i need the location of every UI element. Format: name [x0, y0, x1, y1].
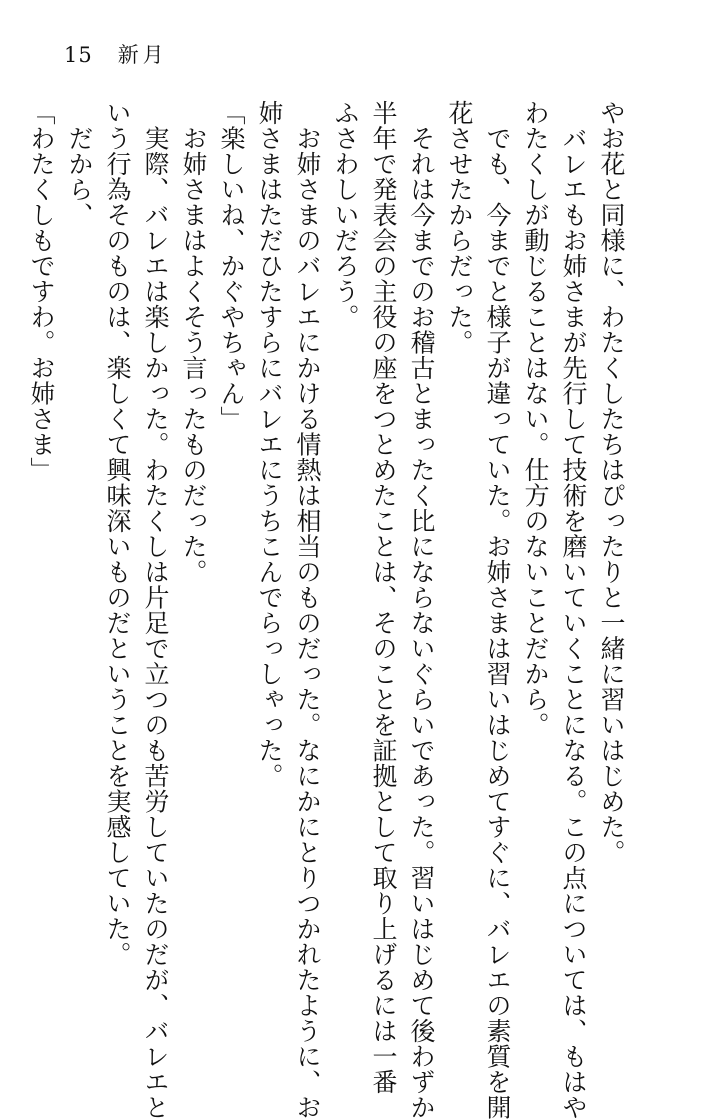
text-line: でも、今までと様子が違っていた。お姉さまは習いはじめてすぐに、バレエの素質を開: [483, 100, 512, 1120]
vertical-text-body: [22, 100, 630, 1120]
text-line: 花させたからだった。: [445, 100, 474, 355]
text-line: 実際、バレエは楽しかった。わたくしは片足で立つのも苦労していたのだが、バレエと: [141, 100, 170, 1120]
text-line: 半年で発表会の主役の座をつとめたことは、そのことを証拠として取り上げるには一番: [369, 100, 398, 1095]
text-line: 「楽しいね、かぐやちゃん」: [217, 100, 246, 432]
page-number: 15: [64, 43, 93, 67]
text-line: お姉さまのバレエにかける情熱は相当のものだった。なにかにとりつかれたように、お: [293, 100, 322, 1120]
text-line: バレエもお姉さまが先行して技術を磨いていくことになる。この点については、もはや: [559, 100, 588, 1120]
text-line: ふさわしいだろう。: [331, 100, 360, 330]
text-line: お姉さまはよくそう言ったものだった。: [179, 100, 208, 585]
text-line: それは今までのお稽古とまったく比にならないぐらいであった。習いはじめて後わずか: [407, 100, 436, 1120]
text-line: やお花と同様に、わたくしたちはぴったりと一緒に習いはじめた。: [597, 100, 626, 865]
text-line: だから、: [65, 100, 94, 228]
running-title: 新月: [117, 43, 168, 67]
text-line: いう行為そのものは、楽しくて興味深いものだということを実感していた。: [103, 100, 132, 967]
text-line: わたくしが動じることはない。仕方のないことだから。: [521, 100, 550, 738]
text-line: 姉さまはただひたすらにバレエにうちこんでらっしゃった。: [255, 100, 284, 789]
page-header: [64, 40, 168, 70]
text-line: 「わたくしもですわ。お姉さま」: [27, 100, 56, 483]
